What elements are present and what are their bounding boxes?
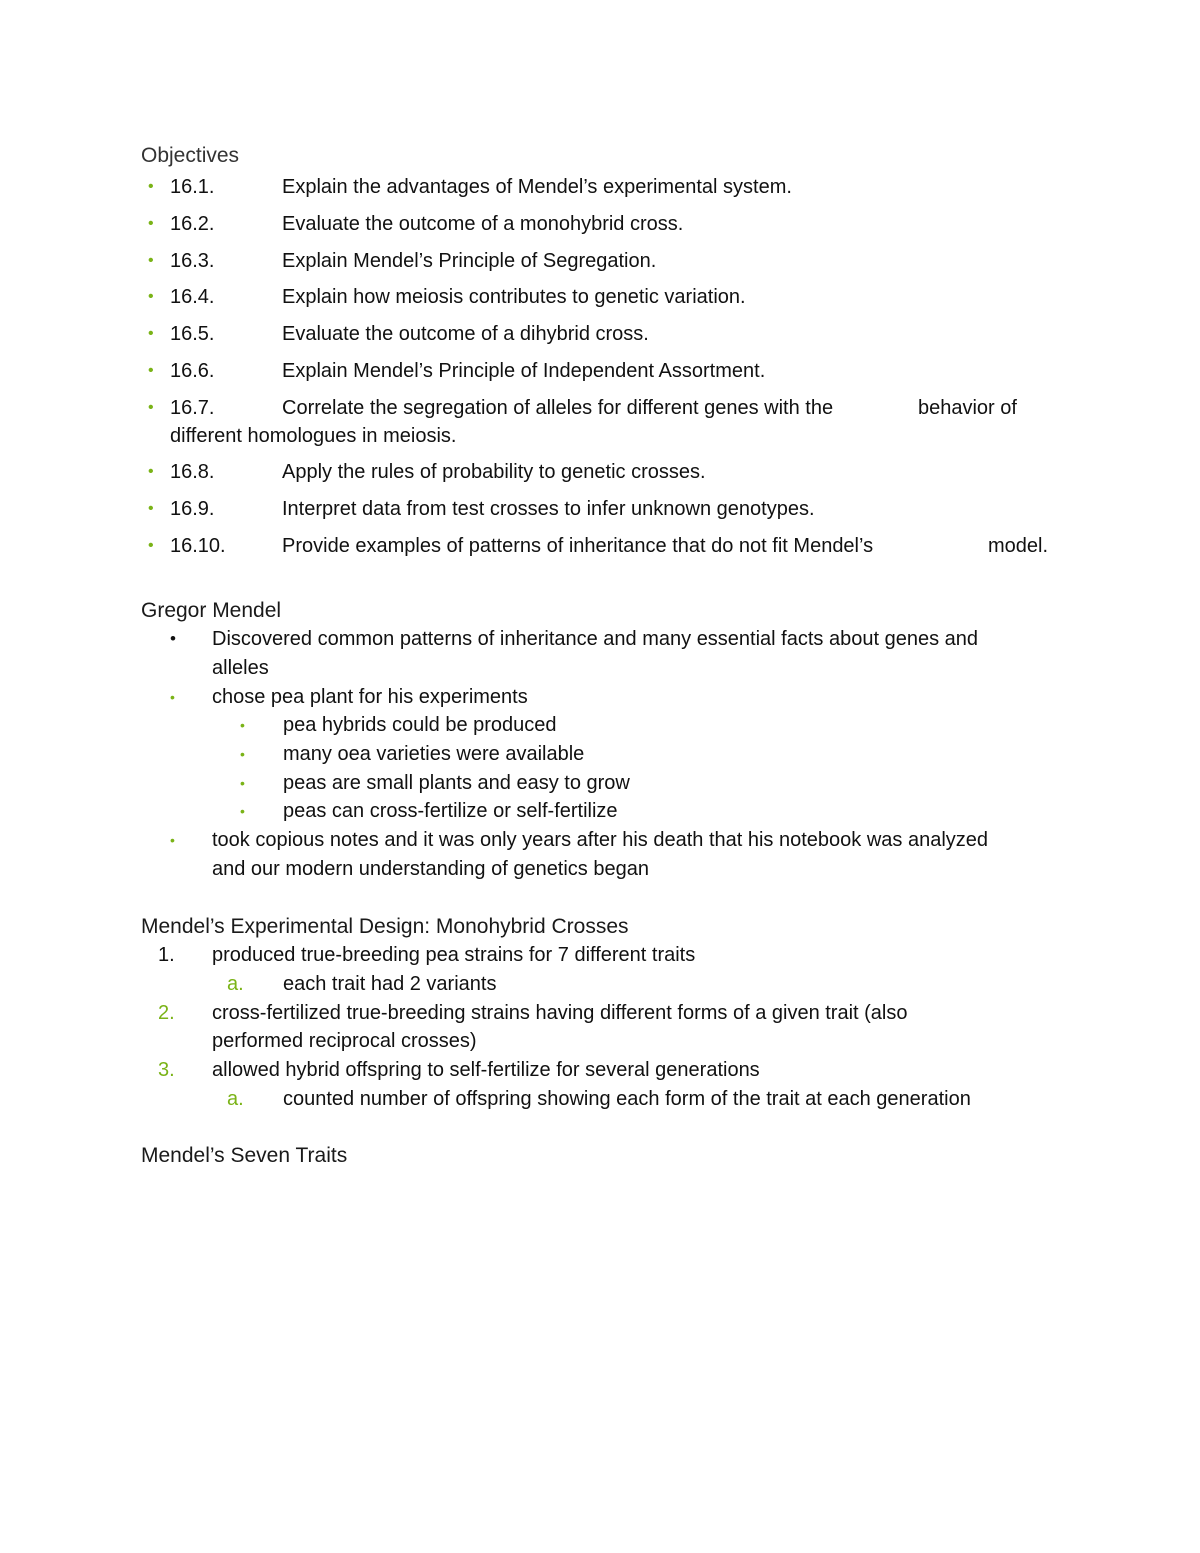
objective-number: 16.2. <box>170 213 215 235</box>
objective-number: 16.4. <box>170 286 215 308</box>
mendel-bullet-text: Discovered common patterns of inheritance and many essential facts about genes and <box>212 628 978 650</box>
objective-number: 16.10. <box>170 535 226 557</box>
objective-text: Explain Mendel’s Principle of Independent Assortment. <box>282 360 766 382</box>
bullet-icon: • <box>148 252 154 269</box>
bullet-icon: • <box>148 215 154 232</box>
objectives-heading: Objectives <box>141 144 240 167</box>
objective-text: Explain Mendel’s Principle of Segregation. <box>282 250 657 272</box>
mendel-sub-bullet-text: many oea varieties were available <box>283 743 585 765</box>
objective-number: 16.3. <box>170 250 215 272</box>
list-number: 3. <box>158 1059 175 1081</box>
design-step-text: allowed hybrid offspring to self-fertilize for several generations <box>212 1059 760 1081</box>
seven-traits-heading: Mendel’s Seven Traits <box>141 1144 348 1167</box>
objective-number: 16.7. <box>170 397 215 419</box>
design-substep-text: each trait had 2 variants <box>283 973 497 995</box>
objective-text: Correlate the segregation of alleles for different genes with the <box>282 397 834 419</box>
bullet-icon: • <box>148 500 154 517</box>
mendel-sub-bullet-text: peas are small plants and easy to grow <box>283 772 630 794</box>
bullet-icon: • <box>148 178 154 195</box>
bullet-icon: • <box>148 325 154 342</box>
bullet-icon: • <box>148 463 154 480</box>
objective-text: Evaluate the outcome of a monohybrid cross. <box>282 213 684 235</box>
mendel-sub-bullet-text: peas can cross-fertilize or self-fertilize <box>283 800 618 822</box>
bullet-icon: • <box>170 629 176 648</box>
mendel-bullet-text: took copious notes and it was only years after his death that his notebook was analyzed <box>212 829 989 851</box>
objective-number: 16.6. <box>170 360 215 382</box>
objective-text: Apply the rules of probability to genetic crosses. <box>282 461 706 483</box>
experimental-design-heading: Mendel’s Experimental Design: Monohybrid Crosses <box>141 915 629 938</box>
sub-bullet-icon: • <box>240 746 245 762</box>
design-step-text-continued: performed reciprocal crosses) <box>212 1030 477 1052</box>
objective-number: 16.9. <box>170 498 215 520</box>
sub-bullet-icon: • <box>240 803 245 819</box>
sub-list-letter: a. <box>227 973 244 995</box>
bullet-icon: • <box>148 288 154 305</box>
objective-text-tail: behavior of <box>918 397 1017 419</box>
bullet-icon: • <box>148 362 154 379</box>
design-step-text: produced true-breeding pea strains for 7 different traits <box>212 944 696 966</box>
design-substep-text: counted number of offspring showing each form of the trait at each generation <box>283 1088 971 1110</box>
objective-text: Explain the advantages of Mendel’s experimental system. <box>282 176 792 198</box>
objective-text: Interpret data from test crosses to infer unknown genotypes. <box>282 498 815 520</box>
bullet-icon: • <box>170 689 175 705</box>
objective-text: Explain how meiosis contributes to genetic variation. <box>282 286 746 308</box>
mendel-bullet-text: chose pea plant for his experiments <box>212 686 528 708</box>
objective-item <box>148 394 1068 450</box>
mendel-bullet-text-continued: and our modern understanding of genetics began <box>212 858 649 880</box>
objective-text-tail: model. <box>988 535 1049 557</box>
list-number: 1. <box>158 944 175 966</box>
objective-number: 16.8. <box>170 461 215 483</box>
gregor-mendel-heading: Gregor Mendel <box>141 599 282 622</box>
bullet-icon: • <box>148 399 154 416</box>
objective-text-continued: different homologues in meiosis. <box>170 425 457 447</box>
bullet-icon: • <box>148 537 154 554</box>
objective-number: 16.5. <box>170 323 215 345</box>
list-number: 2. <box>158 1002 175 1024</box>
sub-bullet-icon: • <box>240 775 245 791</box>
sub-bullet-icon: • <box>240 717 245 733</box>
mendel-bullet-text-continued: alleles <box>212 657 269 679</box>
sub-list-letter: a. <box>227 1088 244 1110</box>
mendel-sub-bullet-text: pea hybrids could be produced <box>283 714 557 736</box>
bullet-icon: • <box>170 832 175 848</box>
objective-number: 16.1. <box>170 176 215 198</box>
objective-text: Evaluate the outcome of a dihybrid cross. <box>282 323 649 345</box>
objective-text: Provide examples of patterns of inheritance that do not fit Mendel’s <box>282 535 874 557</box>
design-step-text: cross-fertilized true-breeding strains having different forms of a given trait (also <box>212 1002 908 1024</box>
